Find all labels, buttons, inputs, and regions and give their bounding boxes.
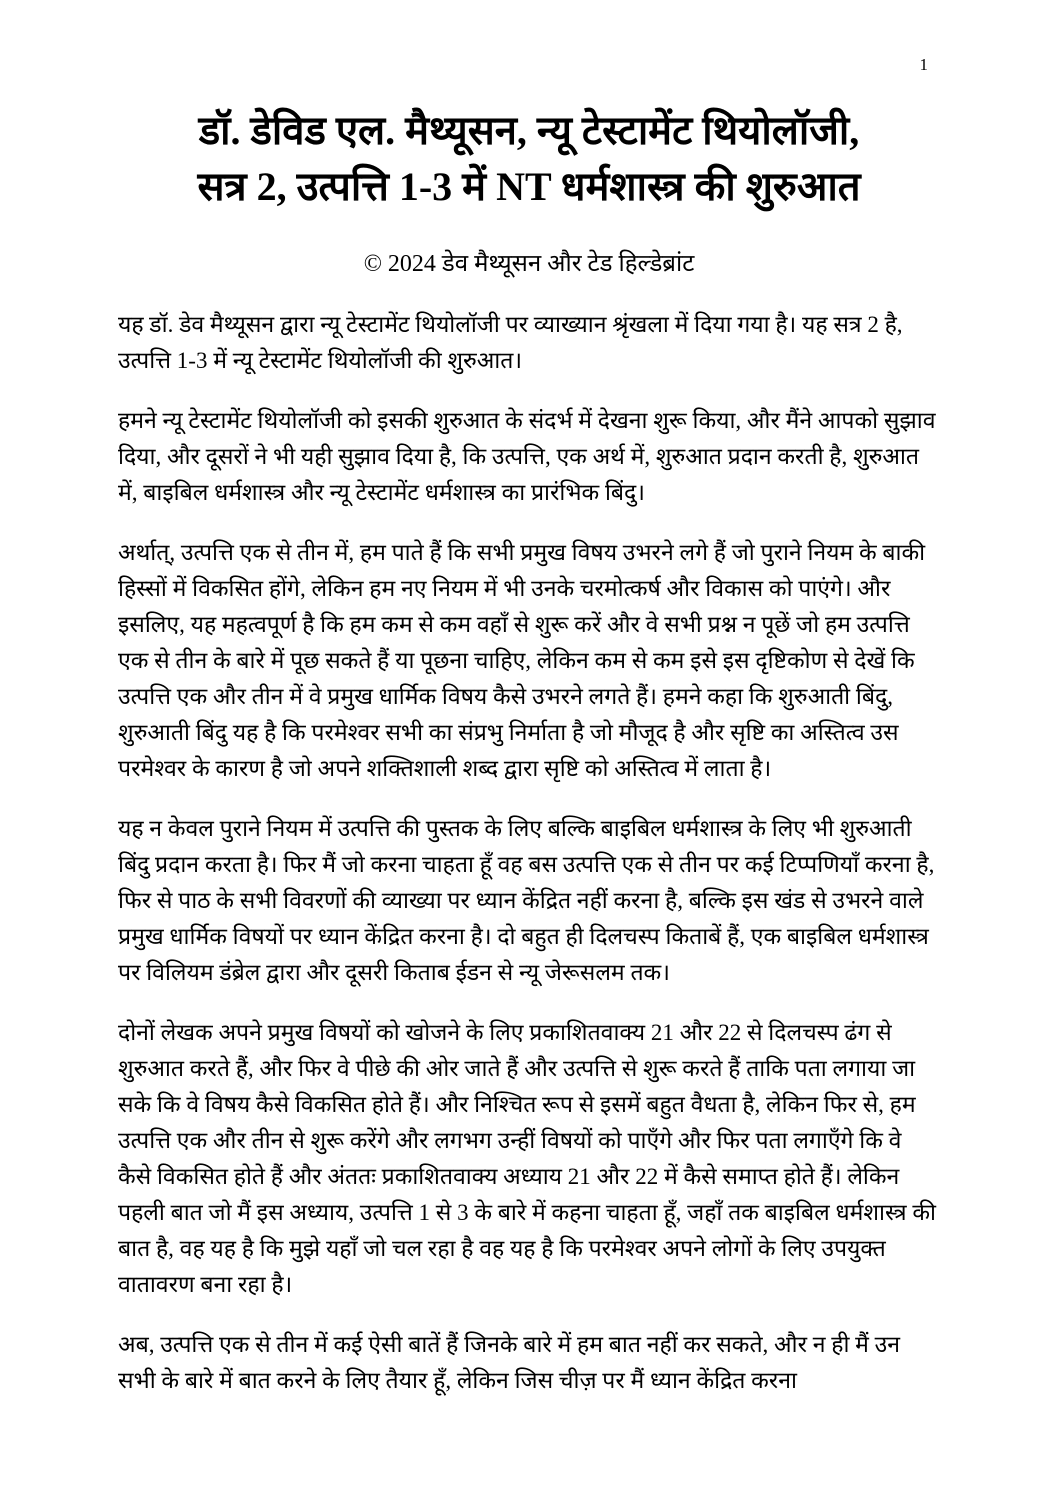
transcript-paragraph-6: अब, उत्पत्ति एक से तीन में कई ऐसी बातें हैं जिनके बारे में हम बात नहीं कर सकते, और न ही मैं उन सभी के बारे में बात करने के लिए तैयार हूँ, लेकिन जिस चीज़ पर मैं ध्यान केंद्रित करना: [118, 1332, 901, 1393]
lecture-transcript: [118, 307, 940, 1399]
transcript-paragraph-5: दोनों लेखक अपने प्रमुख विषयों को खोजने के लिए प्रकाशितवाक्य 21 और 22 से दिलचस्प ढंग से शुरुआत करते हैं, और फिर वे पीछे की ओर जाते हैं और उत्पत्ति से शुरू करते हैं ताकि पता लगाया जा सके कि वे विषय कैसे विकसित होते हैं। और निश्चित रूप से इसमें बहुत वैधता है, लेकिन फिर से, हम उत्पत्ति एक और तीन से शुरू करेंगे और लगभग उन्हीं विषयों को पाएँगे और फिर पता लगाएँगे कि वे कैसे विकसित होते हैं और अंततः प्रकाशितवाक्य अध्याय 21 और 22 में कैसे समाप्त होते हैं। लेकिन पहली बात जो मैं इस अध्याय, उत्पत्ति 1 से 3 के बारे में कहना चाहता हूँ, जहाँ तक बाइबिल धर्मशास्त्र की बात है, वह यह है कि मुझे यहाँ जो चल रहा है वह यह है कि परमेश्वर अपने लोगों के लिए उपयुक्त वातावरण बना रहा है।: [118, 1020, 936, 1297]
title-line-1: डॉ. डेविड एल. मैथ्यूसन, न्यू टेस्टामेंट थियोलॉजी,: [198, 108, 860, 153]
transcript-paragraph-4: यह न केवल पुराने नियम में उत्पत्ति की पुस्तक के लिए बल्कि बाइबिल धर्मशास्त्र के लिए भी शुरुआती बिंदु प्रदान करता है। फिर मैं जो करना चाहता हूँ वह बस उत्पत्ति एक से तीन पर कई टिप्पणियाँ करना है, फिर से पाठ के सभी विवरणों की व्याख्या पर ध्यान केंद्रित नहीं करना है, बल्कि इस खंड से उभरने वाले प्रमुख धार्मिक विषयों पर ध्यान केंद्रित करना है। दो बहुत ही दिलचस्प किताबें हैं, एक बाइबिल धर्मशास्त्र पर विलियम डंब्रेल द्वारा और दूसरी किताब ईडन से न्यू जेरूसलम तक।: [118, 816, 935, 985]
copyright-line: © 2024 डेव मैथ्यूसन और टेड हिल्डेब्रांट: [363, 251, 695, 277]
transcript-paragraph-2: हमने न्यू टेस्टामेंट थियोलॉजी को इसकी शुरुआत के संदर्भ में देखना शुरू किया, और मैंने आपको सुझाव दिया, और दूसरों ने भी यही सुझाव दिया है, कि उत्पत्ति, एक अर्थ में, शुरुआत प्रदान करती है, शुरुआत में, बाइबिल धर्मशास्त्र और न्यू टेस्टामेंट धर्मशास्त्र का प्रारंभिक बिंदु।: [118, 408, 936, 505]
page-number: 1: [919, 55, 928, 74]
transcript-paragraph-3: अर्थात्, उत्पत्ति एक से तीन में, हम पाते हैं कि सभी प्रमुख विषय उभरने लगे हैं जो पुराने नियम के बाकी हिस्सों में विकसित होंगे, लेकिन हम नए नियम में भी उनके चरमोत्कर्ष और विकास को पाएंगे। और इसलिए, यह महत्वपूर्ण है कि हम कम से कम वहाँ से शुरू करें और वे सभी प्रश्न न पूछें जो हम उत्पत्ति एक से तीन के बारे में पूछ सकते हैं या पूछना चाहिए, लेकिन कम से कम इसे इस दृष्टिकोण से देखें कि उत्पत्ति एक और तीन में वे प्रमुख धार्मिक विषय कैसे उभरने लगते हैं। हमने कहा कि शुरुआती बिंदु, शुरुआती बिंदु यह है कि परमेश्वर सभी का संप्रभु निर्माता है जो मौजूद है और सृष्टि का अस्तित्व उस परमेश्वर के कारण है जो अपने शक्तिशाली शब्द द्वारा सृष्टि को अस्तित्व में लाता है।: [118, 540, 926, 781]
page-title: [118, 103, 940, 215]
title-line-2: सत्र 2, उत्पत्ति 1-3 में NT धर्मशास्त्र की शुरुआत: [197, 164, 861, 209]
transcript-paragraph-1: यह डॉ. डेव मैथ्यूसन द्वारा न्यू टेस्टामेंट थियोलॉजी पर व्याख्यान श्रृंखला में दिया गया है। यह सत्र 2 है, उत्पत्ति 1-3 में न्यू टेस्टामेंट थियोलॉजी की शुरुआत।: [118, 312, 903, 373]
